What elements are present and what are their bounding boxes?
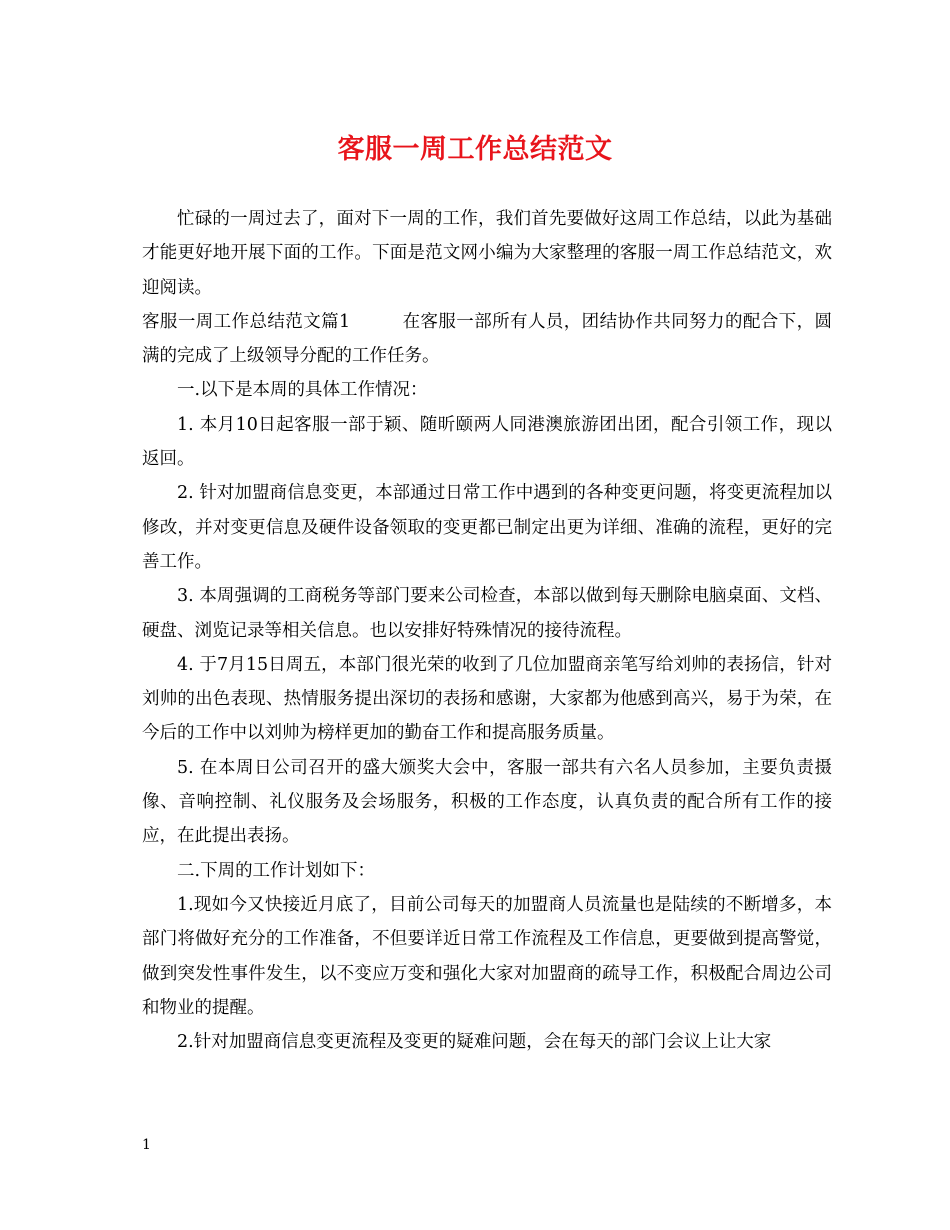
paragraph-section-heading [142, 305, 832, 374]
paragraph-plan-1: 1.现如今又快接近月底了，目前公司每天的加盟商人员流量也是陆续的不断增多，本部门将做好充分的工作准备，不但要详近日常工作流程及工作信息，更要做到提高警觉，做到突发性事件发生，以不变应万变和强化大家对加盟商的疏导工作，积极配合周边公司和物业的提醒。 [142, 894, 832, 1018]
paragraph-item-4: 4. 于7月15日周五，本部门很光荣的收到了几位加盟商亲笔写给刘帅的表扬信，针对刘帅的出色表现、热情服务提出深切的表扬和感谢，大家都为他感到高兴，易于为荣，在今后的工作中以刘帅为榜样更加的勤奋工作和提高服务质量。 [142, 654, 832, 744]
paragraph-item-1: 1. 本月10日起客服一部于颖、随昕颐两人同港澳旅游团出团，配合引领工作，现以返回。 [142, 414, 832, 470]
paragraph-part-one-heading: 一.以下是本周的具体工作情况： [177, 380, 428, 401]
paragraph-item-3: 3. 本周强调的工商税务等部门要来公司检查，本部以做到每天删除电脑桌面、文档、硬盘、浏览记录等相关信息。也以安排好特殊情况的接待流程。 [142, 586, 832, 641]
paragraph-item-5: 5. 在本周日公司召开的盛大颁奖大会中，客服一部共有六名人员参加，主要负责摄像、音响控制、礼仪服务及会场服务，积极的工作态度，认真负责的配合所有工作的接应，在此提出表扬。 [142, 757, 832, 847]
paragraph-plan-2: 2.针对加盟商信息变更流程及变更的疑难问题，会在每天的部门会议上让大家 [177, 1032, 772, 1053]
page-number: 1 [142, 1137, 151, 1153]
section-heading-text: 在客服一部所有人员，团结协作共同努力的配合下，圆满的完成了上级领导分配的工作任务。 [142, 311, 833, 367]
paragraph-item-2: 2. 针对加盟商信息变更，本部通过日常工作中遇到的各种变更问题，将变更流程加以修改，并对变更信息及硬件设备领取的变更都已制定出更为详细、准确的流程，更好的完善工作。 [142, 483, 832, 572]
document-title: 客服一周工作总结范文 [337, 134, 613, 165]
section-heading-label: 客服一周工作总结范文篇1 [142, 311, 351, 332]
paragraph-intro: 忙碌的一周过去了，面对下一周的工作，我们首先要做好这周工作总结，以此为基础才能更好地开展下面的工作。下面是范文网小编为大家整理的客服一周工作总结范文，欢迎阅读。 [142, 209, 832, 298]
paragraph-part-two-heading: 二.下周的工作计划如下： [177, 860, 376, 881]
document-body [142, 202, 832, 1059]
